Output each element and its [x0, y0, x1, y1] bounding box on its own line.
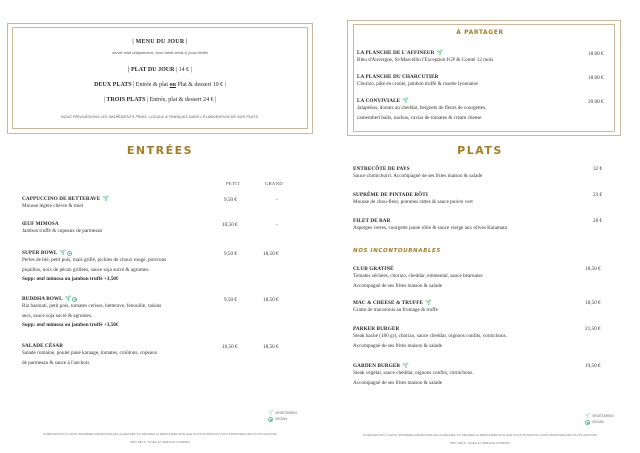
- entrees-title: ENTRÉES: [126, 144, 194, 157]
- entree-name-text: BUDDHA BOWL: [22, 296, 63, 303]
- footer-prices-note: PRIX NETS, TAXES ET SERVICE COMPRIS: [450, 441, 510, 445]
- footer-allergy-note: N'HÉSITEZ PAS À NOUS INFORMER D'ÉVENTUELLES ALLERGIES OU RÉGIMES ALIMENTAIRES AFIN QUE NOUS PUISSIONS VOUS PROPOSER DES PLATS ADAPTÉS: [363, 433, 597, 437]
- legend-vegan: [268, 416, 297, 422]
- inc-desc-line1: Steak haché (180 gr), chorizo, sauce cheddar, oignons confits, cornichons.: [353, 333, 507, 339]
- inc-desc-line1: Steak végétal, sauce cheddar, oignons confits, cornichons.: [353, 370, 474, 377]
- vegetarian-icon: 🌱︎: [268, 410, 274, 416]
- share-price: 20.00 €: [588, 99, 604, 105]
- trois-plats-prefix: |: [103, 97, 107, 103]
- inc-price: 18,50 €: [585, 266, 601, 272]
- vegetarian-icon: 🌱︎: [585, 413, 591, 419]
- plat-desc: Mousse de chou-fleur, pommes rattes & sauce poivre vert: [353, 199, 473, 205]
- deux-plats-desc-a: | Entrée & plat: [131, 82, 170, 88]
- share-price: 18.00 €: [588, 75, 604, 81]
- entree-desc-line2: secs, sauce soja sucré & agrumes.: [22, 312, 93, 319]
- inc-name: CLUB GRATINÉ: [353, 266, 394, 272]
- plat-name: SUPRÊME DE PINTADE RÔTI: [353, 192, 428, 198]
- legend-vegetarian-label: VÉGÉTARIEN: [275, 411, 297, 415]
- inc-name-text: MAC & CHEESE & TRUFFE: [353, 300, 424, 307]
- entree-supplement: Supp: œuf mimosa ou jambon truffé +3,50€: [22, 322, 119, 329]
- plat-item-filet-bar: [353, 218, 507, 234]
- trois-plats-desc: | Entrée, plat & dessert 24 € |: [145, 97, 217, 103]
- vegan-icon: [72, 297, 77, 302]
- entree-price-petit: 9,50 €: [224, 197, 237, 203]
- inc-price: 18,50 €: [585, 300, 601, 306]
- entree-desc: Jambon truffé & copeaux de parmesan: [22, 228, 103, 234]
- footer-allergy-note: N'HÉSITEZ PAS À NOUS INFORMER D'ÉVENTUELLES ALLERGIES OU RÉGIMES ALIMENTAIRES AFIN QUE NOUS PUISSIONS VOUS PROPOSER DES PLATS ADAPTÉS: [43, 432, 277, 436]
- share-item-conviviale: [357, 98, 487, 123]
- share-name-text: LA CONVIVIALE: [357, 98, 401, 105]
- entree-price-grand: 18,50 €: [263, 344, 279, 350]
- share-desc: Chorizo, pâté en croûte, jambon truffé & rosette lyonnaise: [357, 81, 478, 87]
- entree-desc-line1: Riz basmati, petit pois, tomates cerises, betterave, fenouille, raisins: [22, 303, 162, 310]
- menu-du-jour-title: | MENU DU JOUR |: [132, 39, 188, 45]
- menu-du-jour-subtitle: servie midi uniquement, hors week-ends & jours fériés: [111, 50, 209, 55]
- share-name-text: LA PLANCHE DE L'AFFINEUR: [357, 50, 435, 57]
- entree-price-grand: -: [276, 222, 278, 228]
- a-partager-title: À PARTAGER: [456, 29, 504, 36]
- legend-vegan-label: VEGAN: [592, 420, 604, 425]
- inc-item-mac-cheese: [353, 300, 438, 316]
- plat-name: ENTRECÔTE DE PAYS: [353, 166, 410, 172]
- entree-desc-line1: Perles de blé, petit pois, maïs grillé, pickles de choux rouge, poivrons: [22, 257, 167, 264]
- inc-item-parker-burger: [353, 326, 507, 351]
- entree-name-text: CAPPUCCINO DE BETTERAVE: [22, 196, 101, 203]
- inc-price: 19,50 €: [585, 363, 601, 369]
- entree-price-petit: 9,50 €: [224, 297, 237, 303]
- share-desc: Bleu d'Auvergne, St-Marcellin l'Exception IGP & Comté 12 mois: [357, 57, 494, 64]
- vegetarian-icon: 🌱︎: [102, 197, 109, 202]
- share-desc-line1: Jalapeños, donuts au cheddar, beignets de fleurs de courgettes,: [357, 105, 487, 112]
- entree-item-salade-cesar: [22, 343, 157, 368]
- plats-title: PLATS: [457, 144, 503, 157]
- entree-price-petit: 10,50 €: [222, 344, 238, 350]
- vegetarian-icon: 🌱︎: [425, 301, 432, 306]
- col-grand-header: GRAND: [265, 181, 283, 186]
- trois-plats-line: [12, 97, 308, 103]
- menu-du-jour-box: [12, 27, 308, 129]
- share-name: LA PLANCHE DU CHARCUTIER: [357, 74, 439, 80]
- share-price: 18.00 €: [588, 51, 604, 57]
- inc-desc-line2: Accompagné de ses frites maison & salade: [353, 342, 443, 349]
- plat-price: 23 €: [593, 192, 603, 198]
- vegetarian-icon: 🌱︎: [402, 364, 409, 369]
- deux-plats-label: DEUX PLATS: [94, 82, 132, 88]
- inc-item-club-gratine: [353, 266, 483, 291]
- ingredients-note: NOUS PRIVILÉGIONS LES INGRÉDIENTS FRAIS, LOCAUX & FRANÇAIS DANS L'ÉLABORATION DE NOS PLATS.: [61, 115, 259, 119]
- plat-item-entrecote: [353, 166, 482, 182]
- plat-du-jour-line: [12, 67, 308, 73]
- inc-name-text: GARDEN BURGER: [353, 363, 401, 370]
- entree-name: ŒUF MIMOSA: [22, 221, 59, 227]
- entree-name-text: SUPER BOWL: [22, 250, 58, 257]
- vegan-icon: [268, 417, 273, 422]
- diet-legend: [585, 413, 614, 425]
- entree-price-petit: 10,50 €: [222, 222, 238, 228]
- inc-desc-line2: Accompagné de ses frites maison & salade: [353, 379, 443, 386]
- entree-item-super-bowl: [22, 250, 166, 285]
- inc-desc: Gratin de macaronis au fromage & truffe: [353, 307, 438, 314]
- right-menu-page: [320, 0, 640, 453]
- entree-price-grand: 18,50 €: [263, 251, 279, 257]
- footer-prices-note: PRIX NETS, TAXES ET SERVICE COMPRIS: [130, 440, 190, 444]
- entree-supplement: Supp: œuf mimosa ou jambon truffé +3,50€: [22, 276, 119, 283]
- inc-price: 21,50 €: [585, 326, 601, 332]
- deux-plats-line: [12, 82, 308, 88]
- entree-price-grand: -: [276, 197, 278, 203]
- vegetarian-icon: 🌱︎: [64, 297, 72, 302]
- vegetarian-icon: 🌱︎: [59, 251, 66, 256]
- trois-plats-label: TROIS PLATS: [106, 97, 146, 103]
- legend-vegan-label: VEGAN: [275, 417, 287, 422]
- entree-item-buddha-bowl: [22, 296, 161, 331]
- deux-plats-ou: ou: [169, 82, 176, 88]
- deux-plats-desc-b: Plat & dessert 19 € |: [175, 82, 226, 88]
- entree-desc-line2: piquillos, noix de pécan grillées, sauce soja sucré & agrumes.: [22, 266, 150, 273]
- plat-price: 32 €: [593, 166, 603, 172]
- plat-desc: Asperges vertes, courgette jaune rôtie & sauce vierge aux olives Kalamata: [353, 225, 507, 231]
- incontournables-title: NOS INCONTOURNABLES: [353, 248, 441, 254]
- vegetarian-icon: 🌱︎: [402, 99, 409, 104]
- entree-item-oeuf-mimosa: [22, 221, 102, 237]
- plat-item-supreme-pintade: [353, 192, 473, 208]
- inc-desc-line1: Tomates séchées, chorizo, cheddar, emmental, sauce béarnaise: [353, 273, 483, 279]
- share-item-planche-charcutier: [357, 74, 478, 90]
- legend-vegetarian-label: VÉGÉTARIEN: [592, 414, 614, 418]
- plat-desc: Sauce chimichurri. Accompagné de ses frites maison & salade: [353, 173, 483, 179]
- plat-price: 26 €: [593, 218, 603, 224]
- share-desc-line2: camembert balls, nachos, caviar de tomates & cream cheese: [357, 114, 482, 121]
- col-petit-header: PETIT: [226, 181, 241, 186]
- inc-name: PARKER BURGER: [353, 326, 400, 332]
- entree-price-grand: 18,50 €: [263, 297, 279, 303]
- diet-legend: [268, 410, 297, 422]
- plat-du-jour-label: | PLAT DU JOUR: [128, 67, 175, 73]
- legend-vegan: [585, 419, 614, 425]
- entree-item-cappuccino: [22, 196, 109, 212]
- vegetarian-icon: 🌱︎: [436, 51, 443, 56]
- inc-item-garden-burger: [353, 363, 474, 388]
- entree-price-petit: 9,50 €: [224, 251, 237, 257]
- entree-desc-line1: Salade romaine, poulet pané karaage, tomates, croûtons, copeaux: [22, 350, 158, 356]
- entree-name: SALADE CÉSAR: [22, 343, 64, 349]
- plat-du-jour-price: | 14 € |: [174, 67, 192, 73]
- vegan-icon: [585, 420, 590, 425]
- share-item-planche-affineur: [357, 50, 493, 66]
- entree-desc-line2: de parmesan & sauce à l'anchois: [22, 359, 90, 366]
- inc-desc-line2: Accompagné de ses frites maison & salade: [353, 282, 443, 289]
- plat-name: FILET DE BAR: [353, 218, 391, 224]
- vegan-icon: [67, 251, 72, 256]
- entree-desc: Mousse légère chèvre & miel: [22, 203, 84, 210]
